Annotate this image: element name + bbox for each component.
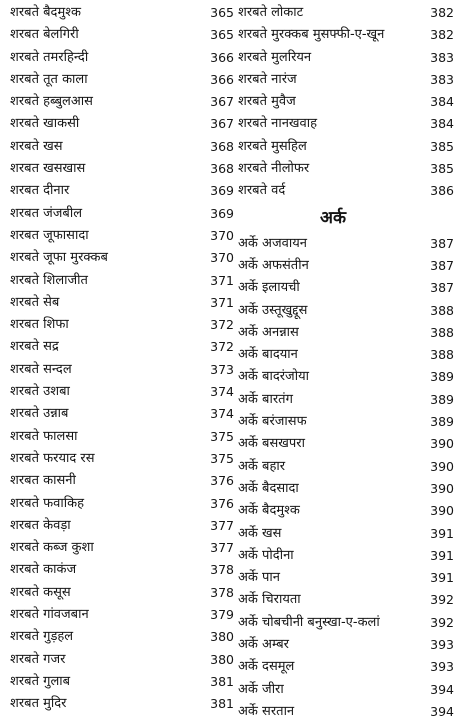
entry-page-number: 380 [210, 629, 234, 645]
entry-page-number: 385 [430, 138, 454, 154]
entry-term: अर्के चोबचीनी बनुस्खा-ए-कलां [238, 614, 380, 630]
entry-page-number: 367 [210, 116, 234, 132]
entry-term: शरबते हब्बुलआस [10, 94, 93, 110]
entry-page-number: 390 [430, 480, 454, 496]
index-entry [10, 448, 234, 470]
entry-term: शरबते सेब [10, 294, 60, 310]
entry-page-number: 372 [210, 317, 234, 333]
index-entry [238, 158, 458, 180]
index-entry [238, 255, 458, 277]
entry-page-number: 390 [430, 503, 454, 519]
index-entry [10, 24, 234, 46]
entry-page-number: 391 [430, 570, 454, 586]
index-entry [238, 113, 458, 135]
entry-page-number: 374 [210, 406, 234, 422]
entry-term: शरबते उशबा [10, 384, 70, 400]
entry-term: शरबते फवाकिह [10, 495, 84, 511]
ark-entries [238, 233, 458, 723]
index-entry [238, 589, 458, 611]
entry-term: अर्के बसखपरा [238, 436, 305, 452]
index-entry [10, 314, 234, 336]
entry-page-number: 372 [210, 339, 234, 355]
entry-page-number: 386 [430, 183, 454, 199]
entry-page-number: 369 [210, 205, 234, 221]
entry-term: शरबते वर्द [238, 183, 286, 199]
index-entry [238, 389, 458, 411]
index-entry [238, 300, 458, 322]
index-entry [238, 344, 458, 366]
entry-page-number: 376 [210, 495, 234, 511]
entry-term: शरबते मुसहिल [238, 138, 307, 154]
entry-page-number: 379 [210, 607, 234, 623]
index-entry [238, 366, 458, 388]
entry-term: अर्के अजवायन [238, 235, 307, 251]
entry-term: अर्के बारतंग [238, 391, 293, 407]
entry-page-number: 383 [430, 71, 454, 87]
index-entry [10, 403, 234, 425]
index-entry [10, 2, 234, 24]
index-entry [10, 113, 234, 135]
index-entry [10, 381, 234, 403]
entry-page-number: 387 [430, 235, 454, 251]
index-entry [238, 478, 458, 500]
entry-term: शरबते शिलाजीत [10, 272, 88, 288]
entry-term: शरबते मुरक्कब मुसफ्फी-ए-खून [238, 27, 385, 43]
entry-term: शरबत जंजबील [10, 205, 83, 221]
index-entry [10, 582, 234, 604]
entry-page-number: 389 [430, 414, 454, 430]
entry-page-number: 378 [210, 584, 234, 600]
entry-term: शरबते खाकसी [10, 116, 80, 132]
entry-page-number: 381 [210, 673, 234, 689]
entry-page-number: 370 [210, 227, 234, 243]
entry-term: अर्के बैदसादा [238, 480, 299, 496]
entry-term: अर्के अम्बर [238, 637, 289, 653]
entry-term: शरबते तमरहिन्दी [10, 49, 89, 65]
entry-term: अर्के दसमूल [238, 659, 295, 675]
entry-page-number: 375 [210, 428, 234, 444]
entry-term: अर्के बादयान [238, 347, 298, 363]
entry-term: अर्के बादरंजोया [238, 369, 309, 385]
index-entry [238, 433, 458, 455]
entry-page-number: 365 [210, 5, 234, 20]
index-entry [10, 470, 234, 492]
entry-page-number: 388 [430, 302, 454, 318]
entry-page-number: 383 [430, 49, 454, 65]
section-heading-ark: अर्क [319, 207, 347, 228]
entry-term: शरबते सद्र [10, 339, 59, 355]
entry-term: शरबते गुड़हल [10, 629, 74, 645]
index-entry [238, 91, 458, 113]
index-entry [238, 277, 458, 299]
index-entry [238, 456, 458, 478]
entry-term: शरबते नानखवाह [238, 116, 318, 132]
index-entry [10, 693, 234, 715]
entry-page-number: 368 [210, 161, 234, 177]
index-entry [10, 292, 234, 314]
entry-page-number: 391 [430, 547, 454, 563]
index-entry [238, 233, 458, 255]
entry-term: शरबते गांवजबान [10, 607, 89, 623]
entry-term: शरबते नारंज [238, 71, 297, 87]
entry-page-number: 378 [210, 562, 234, 578]
entry-term: शरबत कासनी [10, 473, 76, 489]
index-entry [238, 2, 458, 24]
entry-page-number: 393 [430, 637, 454, 653]
entry-term: शरबते गजर [10, 651, 66, 667]
entry-term: शरबते गुलाब [10, 673, 71, 689]
entry-term: अर्के बरंजासफ [238, 414, 307, 430]
index-entry [238, 47, 458, 69]
index-entry [238, 322, 458, 344]
entry-term: शरबते काकंज [10, 562, 77, 578]
index-entry [238, 701, 458, 723]
entry-term: शरबते उन्नाब [10, 406, 69, 422]
entry-term: अर्के पान [238, 570, 281, 586]
entry-term: अर्के चिरायता [238, 592, 301, 608]
entry-term: अर्के खस [238, 525, 282, 541]
entry-term: अर्के इलायची [238, 280, 300, 296]
index-entry [10, 359, 234, 381]
entry-page-number: 366 [210, 71, 234, 87]
entry-term: शरबते बैदमुश्क [10, 5, 81, 20]
index-entry [10, 136, 234, 158]
index-entry [238, 24, 458, 46]
entry-term: शरबते नीलोफर [238, 161, 310, 177]
index-entry [238, 180, 458, 202]
entry-page-number: 389 [430, 369, 454, 385]
index-entry [10, 493, 234, 515]
entry-page-number: 387 [430, 280, 454, 296]
index-entry [10, 158, 234, 180]
index-entry [10, 426, 234, 448]
entry-page-number: 393 [430, 659, 454, 675]
index-entry [238, 545, 458, 567]
entry-term: शरबत खसखास [10, 161, 86, 177]
index-entry [238, 679, 458, 701]
entry-term: शरबते लोकाट [238, 5, 304, 20]
entry-page-number: 365 [210, 27, 234, 43]
index-entry [10, 537, 234, 559]
entry-page-number: 376 [210, 473, 234, 489]
entry-term: अर्के उस्तूखुद्दूस [238, 302, 308, 318]
entry-page-number: 371 [210, 294, 234, 310]
index-entry [10, 69, 234, 91]
index-entry [10, 626, 234, 648]
entry-page-number: 368 [210, 138, 234, 154]
entry-term: अर्के अनन्नास [238, 324, 299, 340]
entry-page-number: 374 [210, 384, 234, 400]
index-entry [238, 500, 458, 522]
entry-page-number: 392 [430, 614, 454, 630]
entry-page-number: 392 [430, 592, 454, 608]
entry-term: शरबते फालसा [10, 428, 78, 444]
index-entry [10, 671, 234, 693]
index-entry [238, 69, 458, 91]
index-entry [10, 225, 234, 247]
entry-page-number: 377 [210, 540, 234, 556]
index-entry [238, 523, 458, 545]
entry-page-number: 382 [430, 27, 454, 43]
entry-page-number: 370 [210, 250, 234, 266]
index-entry [10, 559, 234, 581]
entry-term: शरबते तूत काला [10, 71, 88, 87]
index-entry [10, 515, 234, 537]
entry-page-number: 367 [210, 94, 234, 110]
entry-page-number: 387 [430, 257, 454, 273]
entry-page-number: 384 [430, 116, 454, 132]
entry-page-number: 380 [210, 651, 234, 667]
entry-page-number: 389 [430, 391, 454, 407]
entry-page-number: 382 [430, 5, 454, 20]
entry-page-number: 384 [430, 94, 454, 110]
entry-term: शरबते कब्ज कुशा [10, 540, 94, 556]
entry-term: शरबते खस [10, 138, 63, 154]
entry-page-number: 390 [430, 458, 454, 474]
index-entry [10, 649, 234, 671]
entry-term: शरबत मुदिर [10, 696, 67, 712]
sharbat-entries-continued [238, 2, 458, 203]
entry-page-number: 373 [210, 361, 234, 377]
entry-term: शरबत बेलगिरी [10, 27, 79, 43]
entry-page-number: 390 [430, 436, 454, 452]
index-entry [10, 336, 234, 358]
entry-page-number: 371 [210, 272, 234, 288]
entry-term: शरबत दीनार [10, 183, 70, 199]
entry-term: शरबते कसूस [10, 584, 71, 600]
entry-page-number: 385 [430, 161, 454, 177]
index-entry [238, 656, 458, 678]
entry-term: शरबत शिफा [10, 317, 69, 333]
entry-page-number: 369 [210, 183, 234, 199]
entry-term: अर्के बहार [238, 458, 286, 474]
entry-page-number: 391 [430, 525, 454, 541]
entry-page-number: 394 [430, 681, 454, 697]
index-entry [10, 47, 234, 69]
index-entry [238, 634, 458, 656]
entry-page-number: 381 [210, 696, 234, 712]
entry-term: अर्के जीरा [238, 681, 284, 697]
index-entry [10, 270, 234, 292]
index-column-right [238, 2, 458, 723]
entry-term: अर्के पोदीना [238, 547, 294, 563]
entry-term: अर्के बैदमुश्क [238, 503, 300, 519]
entry-term: शरबते सन्दल [10, 361, 72, 377]
entry-page-number: 388 [430, 324, 454, 340]
index-entry [238, 136, 458, 158]
entry-term: शरबत जूफासादा [10, 227, 89, 243]
entry-term: अर्के अफसंतीन [238, 257, 309, 273]
index-entry [10, 203, 234, 225]
entry-term: शरबते मुलरियन [238, 49, 312, 65]
entry-page-number: 388 [430, 347, 454, 363]
index-entry [238, 612, 458, 634]
entry-term: शरबते फरयाद रस [10, 450, 95, 466]
index-entry [10, 180, 234, 202]
entry-term: अर्के सरतान [238, 703, 295, 719]
entry-term: शरबते मुवैज [238, 94, 296, 110]
index-entry [10, 91, 234, 113]
index-entry [10, 604, 234, 626]
entry-term: शरबत केवड़ा [10, 517, 71, 533]
index-entry [238, 411, 458, 433]
entry-page-number: 366 [210, 49, 234, 65]
index-entry [238, 567, 458, 589]
index-entry [10, 247, 234, 269]
entry-page-number: 377 [210, 517, 234, 533]
entry-page-number: 375 [210, 450, 234, 466]
index-column-left [10, 2, 234, 716]
entry-page-number: 394 [430, 703, 454, 719]
entry-term: शरबते जूफा मुरक्कब [10, 250, 108, 266]
